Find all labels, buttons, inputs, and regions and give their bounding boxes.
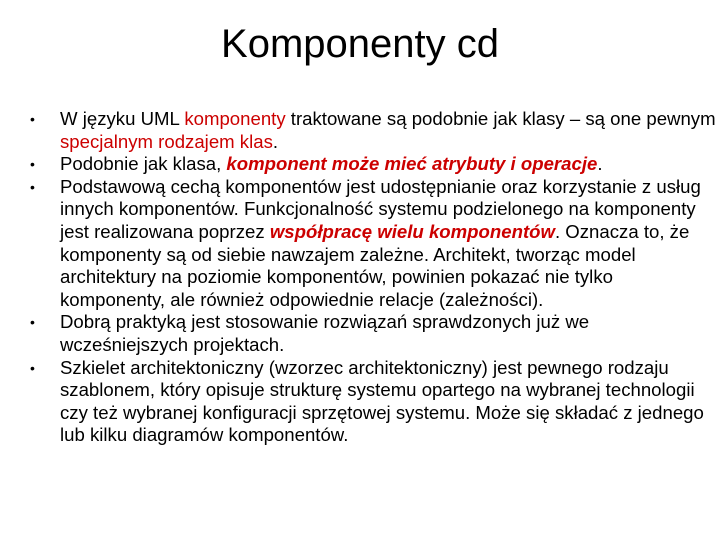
text-run: Podobnie jak klasa, bbox=[60, 153, 227, 175]
highlight-text: komponent może mieć atrybuty i operacje bbox=[226, 153, 598, 175]
text-run: traktowane są podobnie jak klasy – są one pewnym bbox=[285, 108, 716, 129]
text-run: . bbox=[272, 130, 279, 152]
bullet-text bbox=[60, 176, 720, 312]
bullet-item bbox=[30, 153, 720, 176]
bullet-text bbox=[60, 108, 720, 153]
bullet-text bbox=[60, 357, 720, 447]
text-run: . Oznacza to, że komponenty są od siebie nawzajem zależne. Architekt, tworząc model architektury na poziomie komponentów, powinien pokazać nie tylko komponenty, ale również odpowiednie relacje (zależności). bbox=[60, 220, 690, 310]
highlight-text: współpracę wielu komponentów bbox=[269, 220, 555, 242]
text-run: Szkielet architektoniczny (wzorzec architektoniczny) jest pewnego rodzaju szablonem, który opisuje strukturę systemu opartego na wybranej technologii czy też wybranej konfiguracji sprzętowej systemu. Może się składać z jednego lub kilku diagramów komponentów. bbox=[60, 356, 704, 446]
text-run: Podstawową cechą komponentów jest udostępnianie oraz korzystanie z usług innych komponentów. Funkcjonalność systemu podzielonego na komponenty jest realizowana poprzez bbox=[60, 175, 701, 242]
bullet-icon: • bbox=[30, 314, 35, 331]
bullet-item bbox=[30, 357, 720, 447]
text-run: Dobrą praktyką jest stosowanie rozwiązań sprawdzonych już we wcześniejszych projektach. bbox=[60, 311, 590, 355]
bullet-text bbox=[60, 153, 720, 176]
bullet-item bbox=[30, 176, 720, 312]
text-run: W języku UML bbox=[60, 108, 185, 129]
bullet-icon: • bbox=[30, 178, 35, 195]
highlight-text: komponenty bbox=[184, 108, 286, 129]
bullet-item bbox=[30, 311, 720, 356]
bullet-list bbox=[30, 108, 720, 447]
bullet-icon: • bbox=[30, 111, 35, 127]
bullet-icon: • bbox=[30, 359, 35, 376]
text-run: . bbox=[597, 153, 603, 175]
slide-title: Komponenty cd bbox=[221, 22, 499, 66]
bullet-text bbox=[60, 311, 720, 356]
bullet-item bbox=[30, 108, 720, 153]
bullet-icon: • bbox=[30, 156, 35, 173]
highlight-text: specjalnym rodzajem klas bbox=[60, 130, 273, 152]
